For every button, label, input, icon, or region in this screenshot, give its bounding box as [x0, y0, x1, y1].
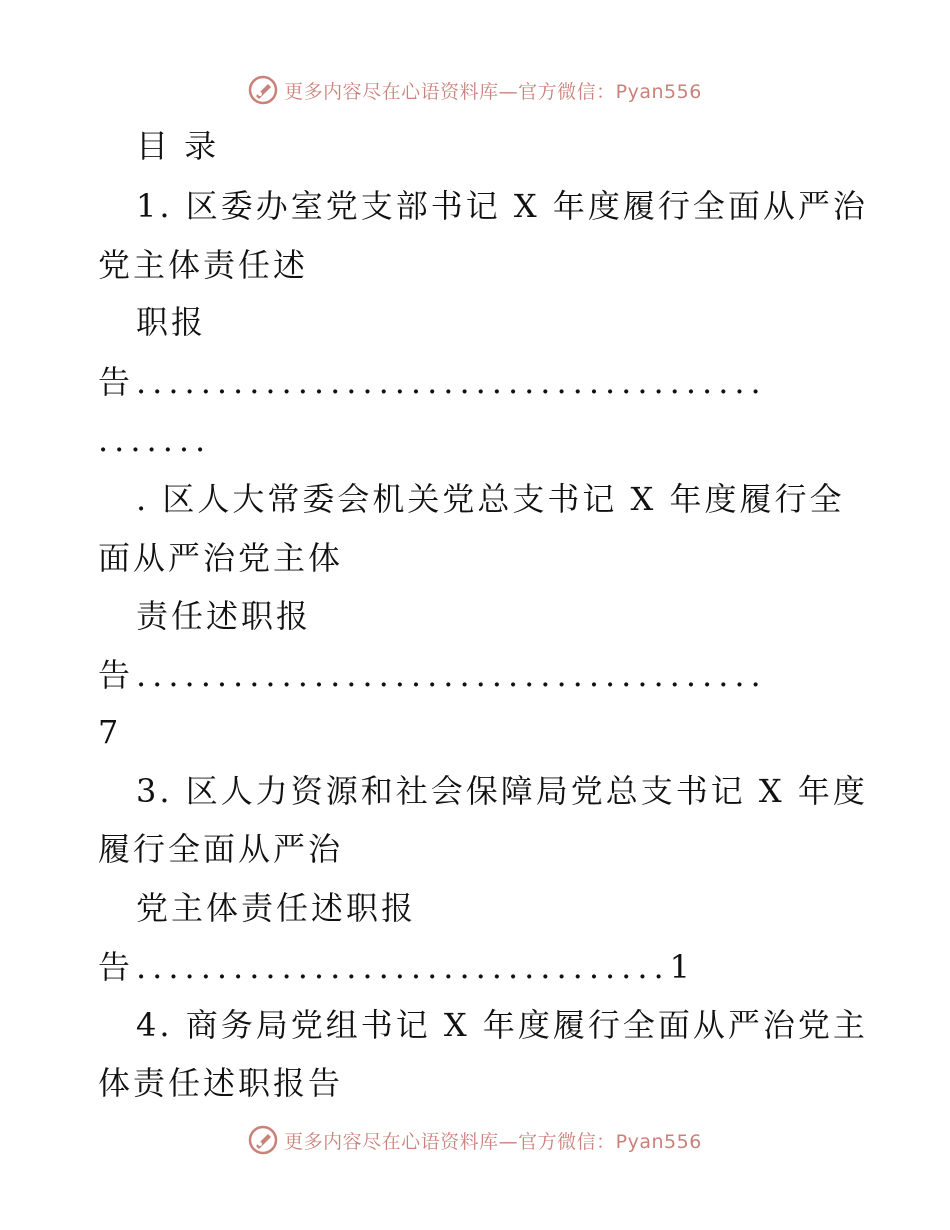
- toc-line: 职报: [136, 303, 207, 341]
- pen-logo-icon: [248, 1125, 278, 1155]
- pen-logo-icon: [248, 75, 278, 105]
- toc-line: . 区人大常委会机关党总支书记 X 年度履行全: [136, 480, 845, 518]
- toc-line: 面从严治党主体: [98, 539, 344, 577]
- toc-line: 4. 商务局党组书记 X 年度履行全面从严治党主: [136, 1006, 868, 1044]
- toc-line: 责任述职报: [136, 597, 312, 635]
- toc-line: 党主体责任述职报: [136, 889, 417, 927]
- toc-line: 告.......................................: [98, 363, 767, 401]
- header-watermark: [0, 70, 950, 110]
- toc-line: 告.................................1: [98, 948, 697, 986]
- watermark-text: 更多内容尽在心语资料库—官方微信：Pyan556: [284, 80, 702, 103]
- toc-line: 党主体责任述: [98, 246, 309, 284]
- watermark-text: 更多内容尽在心语资料库—官方微信：Pyan556: [284, 1130, 702, 1153]
- toc-page-number: 7: [98, 713, 122, 751]
- toc-line: 履行全面从严治: [98, 830, 344, 868]
- footer-watermark: [0, 1120, 950, 1160]
- toc-line: 告.......................................: [98, 656, 767, 694]
- toc-line: .......: [98, 421, 212, 459]
- toc-line: 3. 区人力资源和社会保障局党总支书记 X 年度: [136, 772, 868, 810]
- toc-line: 1. 区委办室党支部书记 X 年度履行全面从严治: [136, 187, 868, 225]
- toc-line: 体责任述职报告: [98, 1064, 344, 1102]
- toc-heading: 目 录: [136, 127, 220, 165]
